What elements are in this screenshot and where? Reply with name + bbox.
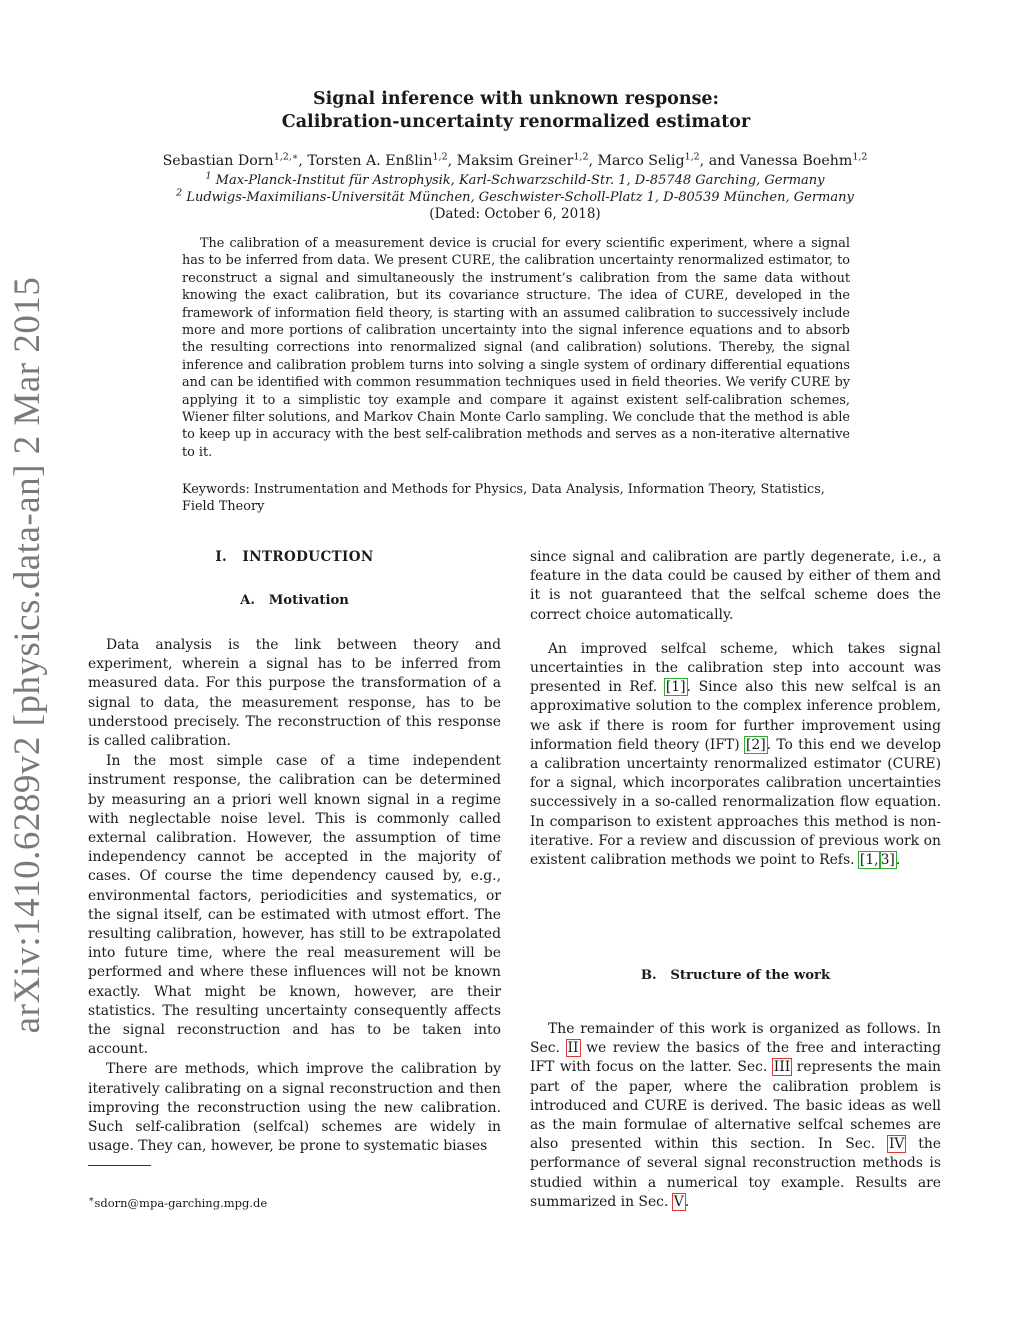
left-column-text: [88, 636, 501, 1156]
affiliation-text: Max-Planck-Institut für Astrophysik, Karl-Schwarzschild-Str. 1, D-85748 Garching, Germany: [211, 173, 825, 188]
text-run: we review the basics of the free and interacting IFT with focus on the latter. Sec.: [530, 1040, 941, 1076]
section-link[interactable]: V: [673, 1193, 684, 1210]
author-name: Torsten A. Enßlin: [307, 153, 433, 169]
subsection-title: Motivation: [268, 593, 349, 608]
title-line-2: Calibration-uncertainty renormalized estimator: [281, 112, 751, 132]
paragraph: [530, 1020, 941, 1212]
affiliation-text: Ludwigs-Maximilians-Universität München, Geschwister-Scholl-Platz 1, D-80539 München, Germany: [182, 190, 854, 205]
keywords: Keywords: Instrumentation and Methods for Physics, Data Analysis, Information Theory, Statistics, Field Theory: [182, 482, 825, 515]
text-run: .: [684, 1193, 690, 1210]
footnote-email: sdorn@mpa-garching.mpg.de: [94, 1196, 268, 1210]
footnote-rule: [88, 1165, 151, 1166]
subsection-title: Structure of the work: [670, 968, 831, 983]
paragraph: Data analysis is the link between theory and experiment, wherein a signal has to be inferred from measured data. For this purpose the transformation of a signal to data, the measurement response, has to be understood precisely. The reconstruction of this response is called calibration.: [88, 637, 501, 750]
citation-link[interactable]: [1,: [859, 852, 879, 869]
author-list: [120, 152, 910, 171]
footnote-mark: ∗: [88, 1194, 95, 1206]
section-link[interactable]: III: [773, 1059, 791, 1076]
text-run: . To this end we develop a calibration uncertainty renormalized estimator (CURE) for a signal, which incorporates calibration uncertainties successively in a so-called renormalization flow equation. In comparison to existent approaches this method is non-iterative. For a review and discussion of previous work on existent calibration methods we point to Refs.: [530, 736, 942, 869]
title-line-1: Signal inference with unknown response:: [312, 89, 720, 109]
affiliation-1: [120, 172, 910, 189]
affiliation-number: 2: [176, 187, 183, 199]
author-affiliation-marker: 1,2: [573, 151, 589, 163]
author-affiliation-marker: 1,2: [684, 151, 700, 163]
footnote: [88, 1196, 267, 1211]
paragraph: [530, 640, 941, 870]
paragraph: There are methods, which improve the calibration by iteratively calibrating on a signal reconstruction and then improving the reconstruction using the new calibration. Such self-calibration (selfcal) schemes are widely in usage. They can, however, be prone to systematic biases: [88, 1061, 501, 1155]
text-run: An improved selfcal scheme, which takes signal uncertainties in the calibration step into account was presented in Ref.: [530, 640, 941, 696]
arxiv-identifier-stamp: arXiv:1410.6289v2 [physics.data-an] 2 Mar 2015: [7, 276, 48, 1034]
author-separator: , and: [699, 153, 740, 169]
right-column-top: [530, 548, 941, 870]
subsection-number: A.: [240, 593, 255, 608]
text-run: . Since also this new selfcal is an approximative solution to the complex inference problem, we ask if there is room for further improvement using information field theory (IFT): [530, 679, 941, 753]
text-run: The remainder of this work is organized as follows. In Sec.: [530, 1021, 941, 1057]
paragraph: since signal and calibration are partly degenerate, i.e., a feature in the data could be caused by either of them and it is not guaranteed that the selfcal scheme does the correct choice automatically.: [530, 549, 941, 623]
section-title: INTRODUCTION: [242, 549, 374, 565]
section-number: I.: [215, 549, 228, 565]
text-run: .: [895, 852, 901, 869]
subsection-heading-structure: [530, 968, 941, 983]
author-separator: ,: [588, 153, 598, 169]
paper-title: [180, 88, 852, 134]
subsection-heading-motivation: [88, 593, 501, 608]
section-link[interactable]: IV: [888, 1136, 905, 1153]
affiliation-2: [120, 189, 910, 206]
text-run: represents the main part of the paper, where the calibration problem is introduced and CURE is derived. The basic ideas as well as the main formulae of alternative selfcal schemes are also presented within this section. In Sec.: [530, 1059, 941, 1153]
right-column-bottom: [530, 1020, 941, 1212]
affiliation-number: 1: [205, 170, 212, 182]
abstract: The calibration of a measurement device is crucial for every scientific experiment, where a signal has to be inferred from data. We present CURE, the calibration uncertainty renormalized estimator, to reconstruct a signal and simultaneously the instrument’s calibration from the same data without knowing the exact calibration, but its covariance structure. The idea of CURE, developed in the framework of information field theory, is starting with an assumed calibration to successively include more and more portions of calibration uncertainty into the signal inference equations and to absorb the resulting corrections into renormalized signal (and calibration) solutions. Thereby, the signal inference and calibration problem turns into solving a single system of ordinary differential equations and can be identified with common resummation techniques used in field theories. We verify CURE by applying it to a simplistic toy example and compare it against existent self-calibration schemes, Wiener filter solutions, and Markov Chain Monte Carlo sampling. We conclude that the method is able to keep up in accuracy with the best self-calibration methods and serves as a non-iterative alternative to it.: [182, 236, 850, 460]
author-name: Marco Selig: [597, 153, 685, 169]
citation-link[interactable]: [1]: [665, 679, 686, 696]
text-run: the performance of several signal reconstruction methods is studied within a numerical toy example. Results are summarized in Sec.: [530, 1136, 941, 1210]
citation-link[interactable]: 3]: [880, 852, 895, 869]
author-name: Vanessa Boehm: [739, 153, 853, 169]
section-heading-introduction: [88, 549, 501, 565]
author-affiliation-marker: 1,2,∗: [273, 151, 299, 163]
author-separator: ,: [447, 153, 457, 169]
author-name: Sebastian Dorn: [162, 153, 274, 169]
author-affiliation-marker: 1,2: [432, 151, 448, 163]
citation-link[interactable]: [2]: [745, 736, 766, 753]
subsection-number: B.: [640, 968, 657, 983]
dated-line: (Dated: October 6, 2018): [429, 206, 601, 222]
section-link[interactable]: II: [567, 1040, 579, 1057]
author-affiliation-marker: 1,2: [852, 151, 868, 163]
paragraph: In the most simple case of a time independent instrument response, the calibration can be determined by measuring an a priori well known signal in a regime with neglectable noise level. This is commonly called external calibration. However, the assumption of time independency cannot be accepted in the majority of cases. Of course the time dependency caused by, e.g., environmental factors, periodicities and systematics, or the signal itself, can be estimated with utmost effort. The resulting calibration, however, has still to be extrapolated into future time, where the real measurement will be performed and where these influences will not be known exactly. What might be known, however, are their statistics. The resulting uncertainty consequently affects the signal reconstruction and has to be taken into account.: [88, 753, 501, 1058]
author-separator: ,: [298, 153, 308, 169]
author-name: Maksim Greiner: [456, 153, 574, 169]
